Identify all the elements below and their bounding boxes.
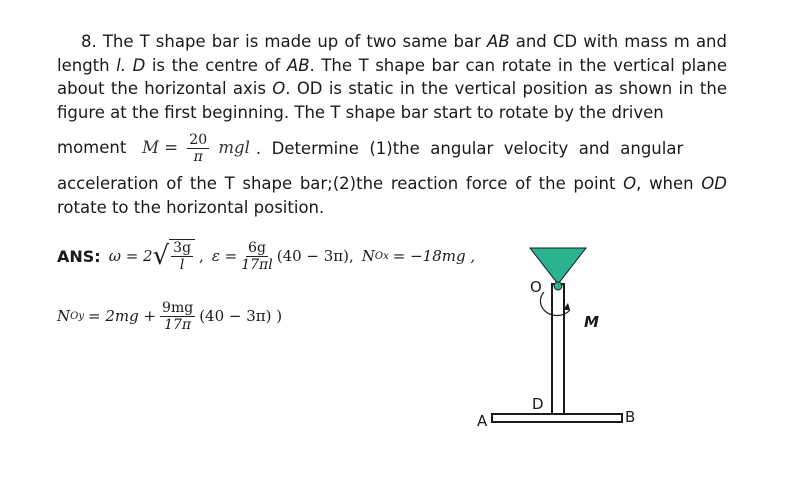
- t-bar-figure: [470, 240, 670, 440]
- label-b: B: [625, 408, 636, 426]
- fraction-denominator: 17πl: [241, 256, 273, 273]
- fraction-denominator: π: [193, 148, 203, 165]
- nox-rhs: = −18mg ,: [392, 247, 476, 265]
- label-od: OD: [701, 174, 727, 194]
- answer-label: ANS:: [57, 246, 101, 266]
- moment-expression: [57, 132, 250, 165]
- sqrt-expression: [153, 239, 195, 273]
- answer-line-2: [57, 290, 282, 342]
- problem-statement: [57, 30, 727, 220]
- pivot-pin-o: [554, 282, 562, 290]
- noy-symbol: N: [57, 307, 71, 325]
- bar-ab: [492, 414, 622, 422]
- label-m: M: [584, 313, 599, 331]
- moment-fraction: [187, 132, 209, 165]
- nox-symbol: N: [361, 247, 375, 265]
- answer-line-1: [57, 232, 475, 280]
- epsilon-lhs: ε =: [211, 247, 238, 265]
- moment-lhs: M =: [142, 137, 179, 157]
- noy-mid: = 2mg +: [87, 307, 157, 325]
- radical-sign: √: [152, 241, 170, 271]
- problem-text: , when: [636, 174, 702, 194]
- fraction-denominator: l: [179, 257, 185, 273]
- label-o: O: [623, 174, 637, 194]
- moment-rhs: mgl: [218, 137, 250, 157]
- epsilon-rhs: (40 − 3π),: [276, 247, 354, 265]
- noy-rhs: (40 − 3π) ): [199, 307, 283, 325]
- omega-lhs: ω = 2: [108, 247, 153, 265]
- noy-fraction: [160, 300, 195, 333]
- label-d: D: [132, 55, 146, 75]
- t-bar-diagram: [470, 240, 670, 440]
- problem-text: rotate to the horizontal position.: [57, 197, 325, 217]
- epsilon-fraction: [241, 240, 273, 273]
- problem-text: is the centre of: [145, 55, 287, 75]
- problem-text: 8. The T shape bar is made up of two same bar: [81, 32, 488, 51]
- label-o: O: [272, 79, 286, 99]
- problem-text: . Determine (1)the angular velocity and angular: [255, 138, 684, 158]
- nox-subscript: Ox: [374, 250, 389, 262]
- problem-text: . The T shape bar can rotate in the vertical plane about the horizontal axis: [57, 55, 727, 99]
- problem-text: . OD is static in the vertical position as shown in the figure at the first beginning. The T shape bar start to rotate by the driven: [57, 79, 727, 122]
- fraction-numerator: 3g: [173, 240, 192, 256]
- fraction-numerator: 9mg: [162, 299, 194, 316]
- separator: ,: [199, 247, 204, 265]
- problem-text: acceleration of the T shape bar;(2)the reaction force of the point: [57, 174, 624, 194]
- label-a: A: [477, 412, 488, 430]
- sqrt-body: [169, 239, 195, 273]
- fraction-numerator: 20: [189, 131, 208, 148]
- label-ab: AB: [487, 32, 510, 51]
- moment-line: [57, 124, 727, 172]
- label-o: O: [530, 278, 542, 296]
- omega-fraction: [171, 240, 193, 273]
- label-ab: AB: [286, 55, 310, 75]
- fraction-numerator: 6g: [248, 239, 266, 256]
- bar-cd: [552, 284, 564, 416]
- noy-subscript: Oy: [70, 310, 84, 322]
- label-d: D: [532, 395, 544, 413]
- problem-text: and CD with mass m and length: [57, 32, 727, 75]
- moment-word: moment: [57, 137, 127, 157]
- label-l: l.: [116, 55, 126, 75]
- fraction-denominator: 17π: [164, 316, 192, 333]
